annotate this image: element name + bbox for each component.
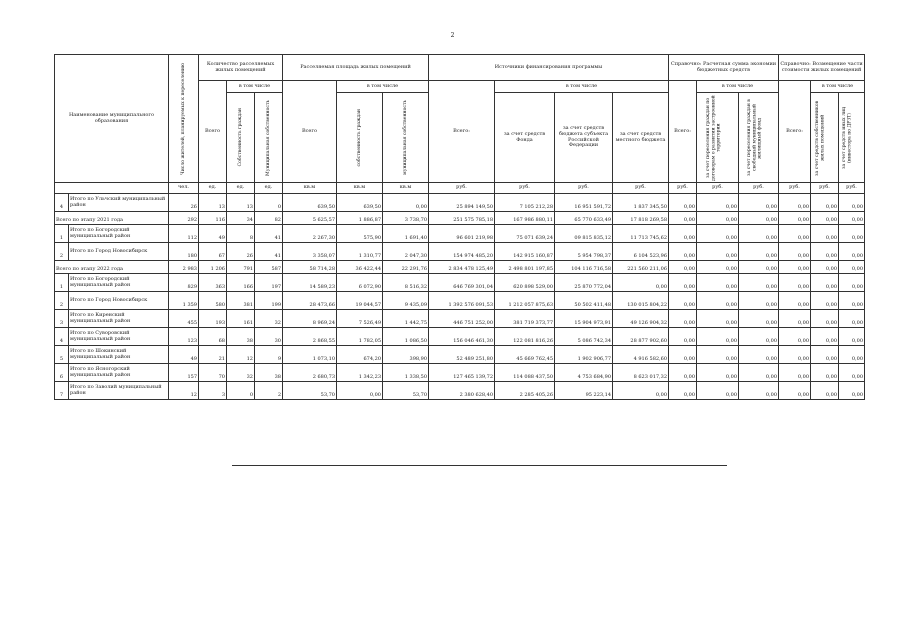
row-value: 0,00 <box>779 261 811 274</box>
row-value: 8 969,24 <box>283 310 337 328</box>
row-value: 2 834 478 125,49 <box>429 261 495 274</box>
unit-cell: руб. <box>613 183 669 194</box>
row-value: 41 <box>255 225 283 243</box>
row-name: Итого по Ульчский муниципальный район <box>69 194 169 212</box>
row-value: 1 073,10 <box>283 346 337 364</box>
row-value: 180 <box>169 243 199 261</box>
row-value: 0,00 <box>383 194 429 212</box>
row-value: 2 267,30 <box>283 225 337 243</box>
row-value: 0,00 <box>779 243 811 261</box>
row-value: 639,50 <box>283 194 337 212</box>
row-name: Итого по Город Новосибирск <box>69 243 169 261</box>
row-value: 116 <box>199 212 227 225</box>
row-value: 112 <box>169 225 199 243</box>
row-value: 0,00 <box>669 310 697 328</box>
header-private: Собственность граждан <box>227 93 255 183</box>
row-value: 0,00 <box>839 382 865 400</box>
row-value: 7 105 212,28 <box>495 194 555 212</box>
row-index: 6 <box>55 364 69 382</box>
row-value: 0,00 <box>739 194 779 212</box>
row-value: 0,00 <box>779 292 811 310</box>
header-ref2-group: Справочно: Возмещение части стоимости жилых помещений <box>779 55 865 81</box>
row-value: 1 086,50 <box>383 328 429 346</box>
header-econ1: за счет переселения граждан по договорам о развитии застроенной территории <box>697 93 739 183</box>
row-value: 0,00 <box>839 364 865 382</box>
row-value: 32 <box>255 310 283 328</box>
row-value: 5 086 742,34 <box>555 328 613 346</box>
row-value: 67 <box>199 243 227 261</box>
row-value: 1 206 <box>199 261 227 274</box>
row-value: 221 560 211,06 <box>613 261 669 274</box>
header-municipal: Муниципальная собственность <box>255 93 283 183</box>
row-value: 53,70 <box>383 382 429 400</box>
row-value: 22 291,76 <box>383 261 429 274</box>
row-value: 580 <box>199 292 227 310</box>
row-index: 5 <box>55 346 69 364</box>
unit-cell: руб. <box>811 183 839 194</box>
row-value: 2 680,73 <box>283 364 337 382</box>
row-name: Итого по Шокинский муниципальный район <box>69 346 169 364</box>
row-value: 7 526,49 <box>337 310 383 328</box>
row-value: 5 625,57 <box>283 212 337 225</box>
row-value: 11 713 745,62 <box>613 225 669 243</box>
row-value: 0,00 <box>739 225 779 243</box>
row-value: 193 <box>199 310 227 328</box>
row-value: 19 044,57 <box>337 292 383 310</box>
row-value: 17 818 269,58 <box>613 212 669 225</box>
unit-cell: руб. <box>779 183 811 194</box>
row-value: 251 575 785,18 <box>429 212 495 225</box>
row-value: 9 <box>255 346 283 364</box>
unit-cell: ед. <box>227 183 255 194</box>
row-value: 829 <box>169 274 199 292</box>
row-value: 0,00 <box>839 310 865 328</box>
row-value: 95 223,14 <box>555 382 613 400</box>
header-funding-group: Источники финансирования программы <box>429 55 669 81</box>
unit-cell: ед. <box>199 183 227 194</box>
header-ref1-total: Всего: <box>669 81 697 183</box>
row-value: 2 285 405,26 <box>495 382 555 400</box>
row-value: 1 338,50 <box>383 364 429 382</box>
row-value: 1 442,75 <box>383 310 429 328</box>
header-count-group: Количество расселяемых жилых помещений <box>199 55 283 81</box>
header-repay2: за счет средств иных лиц (инвестора по ДРЗТ) <box>839 93 865 183</box>
row-value: 0,00 <box>811 243 839 261</box>
row-value: 0,00 <box>669 243 697 261</box>
row-value: 2 <box>255 382 283 400</box>
table-row <box>55 364 865 382</box>
row-value: 58 714,28 <box>283 261 337 274</box>
footer-divider <box>232 465 727 466</box>
row-value: 34 <box>227 212 255 225</box>
row-value: 0,00 <box>669 346 697 364</box>
row-value: 8 516,32 <box>383 274 429 292</box>
unit-cell: кв.м <box>337 183 383 194</box>
row-value: 0,00 <box>739 261 779 274</box>
row-value: 156 046 461,30 <box>429 328 495 346</box>
row-value: 21 <box>199 346 227 364</box>
row-value: 41 <box>255 243 283 261</box>
row-value: 0,00 <box>337 382 383 400</box>
row-value: 127 465 139,72 <box>429 364 495 382</box>
row-value: 114 088 437,50 <box>495 364 555 382</box>
row-value: 0,00 <box>811 194 839 212</box>
row-value: 104 116 716,58 <box>555 261 613 274</box>
row-value: 50 502 411,48 <box>555 292 613 310</box>
row-value: 0,00 <box>779 310 811 328</box>
row-value: 0,00 <box>739 364 779 382</box>
row-name: Итого по Ясногорский муниципальный район <box>69 364 169 382</box>
row-index: 4 <box>55 194 69 212</box>
row-value: 0,00 <box>669 194 697 212</box>
row-value: 3 358,07 <box>283 243 337 261</box>
row-value: 30 <box>255 328 283 346</box>
row-value: 26 <box>169 194 199 212</box>
table-row <box>55 382 865 400</box>
row-value: 0,00 <box>779 382 811 400</box>
row-value: 0,00 <box>839 346 865 364</box>
row-value: 157 <box>169 364 199 382</box>
row-value: 45 669 762,45 <box>495 346 555 364</box>
table-row <box>55 243 865 261</box>
row-value: 13 <box>199 194 227 212</box>
row-value: 0,00 <box>811 346 839 364</box>
row-value: 0,00 <box>669 328 697 346</box>
total-row <box>55 261 865 274</box>
unit-cell: руб. <box>555 183 613 194</box>
row-value: 65 770 633,49 <box>555 212 613 225</box>
row-value: 28 877 902,60 <box>613 328 669 346</box>
row-value: 0,00 <box>779 328 811 346</box>
row-value: 1 392 576 091,53 <box>429 292 495 310</box>
row-name: Итого по Богородский муниципальный район <box>69 225 169 243</box>
row-value: 791 <box>227 261 255 274</box>
row-name: Всего по этапу 2021 года <box>55 212 169 225</box>
header-local: за счет средств местного бюджета <box>613 93 669 183</box>
row-value: 12 <box>169 382 199 400</box>
row-value: 0,00 <box>739 274 779 292</box>
row-value: 0,00 <box>839 212 865 225</box>
row-value: 1 359 <box>169 292 199 310</box>
table-row <box>55 328 865 346</box>
row-value: 70 <box>199 364 227 382</box>
unit-cell: руб. <box>739 183 779 194</box>
row-value: 0,00 <box>779 225 811 243</box>
row-value: 1 782,05 <box>337 328 383 346</box>
header-area-incl: в том числе <box>337 81 429 93</box>
row-value: 123 <box>169 328 199 346</box>
row-value: 96 601 219,98 <box>429 225 495 243</box>
row-value: 0,00 <box>811 364 839 382</box>
row-value: 142 915 160,87 <box>495 243 555 261</box>
total-row <box>55 212 865 225</box>
row-value: 53,70 <box>283 382 337 400</box>
row-value: 0,00 <box>669 225 697 243</box>
row-value: 0,00 <box>697 194 739 212</box>
row-value: 0,00 <box>779 274 811 292</box>
row-value: 0,00 <box>811 274 839 292</box>
row-value: 0,00 <box>669 382 697 400</box>
row-value: 1 342,23 <box>337 364 383 382</box>
header-fund: за счет средств Фонда <box>495 93 555 183</box>
row-value: 0,00 <box>697 225 739 243</box>
row-value: 0,00 <box>839 292 865 310</box>
row-value: 3 738,70 <box>383 212 429 225</box>
row-value: 0,00 <box>811 292 839 310</box>
row-value: 199 <box>255 292 283 310</box>
row-value: 16 951 591,72 <box>555 194 613 212</box>
row-value: 0,00 <box>839 261 865 274</box>
unit-cell: кв.м <box>283 183 337 194</box>
header-municipal-area: муниципальная собственность <box>383 93 429 183</box>
row-value: 620 898 529,00 <box>495 274 555 292</box>
row-value: 36 422,44 <box>337 261 383 274</box>
row-value: 28 473,66 <box>283 292 337 310</box>
header-area-total: Всего <box>283 81 337 183</box>
row-value: 09 815 835,12 <box>555 225 613 243</box>
row-name: Итого по Богородский муниципальный район <box>69 274 169 292</box>
row-value: 26 <box>227 243 255 261</box>
row-value: 0,00 <box>697 310 739 328</box>
row-value: 25 894 149,50 <box>429 194 495 212</box>
row-value: 674,20 <box>337 346 383 364</box>
row-value: 4 753 684,90 <box>555 364 613 382</box>
row-value: 0,00 <box>779 212 811 225</box>
row-name: Итого по Город Новосибирск <box>69 292 169 310</box>
row-value: 0,00 <box>669 261 697 274</box>
row-index: 2 <box>55 292 69 310</box>
row-value: 0,00 <box>779 346 811 364</box>
row-value: 0,00 <box>839 274 865 292</box>
row-value: 0,00 <box>613 382 669 400</box>
row-value: 52 489 251,80 <box>429 346 495 364</box>
row-index: 7 <box>55 382 69 400</box>
row-value: 3 <box>199 382 227 400</box>
row-value: 0,00 <box>697 364 739 382</box>
row-value: 6 072,90 <box>337 274 383 292</box>
row-value: 0,00 <box>697 243 739 261</box>
row-value: 0,00 <box>697 328 739 346</box>
row-value: 0,00 <box>669 292 697 310</box>
row-value: 2 047,30 <box>383 243 429 261</box>
unit-cell: руб. <box>429 183 495 194</box>
row-name: Итого по Заволий муниципальный район <box>69 382 169 400</box>
row-value: 2 498 801 197,85 <box>495 261 555 274</box>
header-ref1-group: Справочно: Расчетная сумма экономии бюджетных средств <box>669 55 779 81</box>
header-funding-total: Всего: <box>429 81 495 183</box>
row-value: 38 <box>255 364 283 382</box>
row-value: 1 886,87 <box>337 212 383 225</box>
row-value: 646 769 301,04 <box>429 274 495 292</box>
row-value: 0,00 <box>669 212 697 225</box>
row-value: 9 435,09 <box>383 292 429 310</box>
units-blank <box>55 183 169 194</box>
unit-cell: ед. <box>255 183 283 194</box>
row-value: 8 <box>227 225 255 243</box>
header-count-total: Всего <box>199 81 227 183</box>
row-value: 0 <box>227 382 255 400</box>
row-name: Всего по этапу 2022 года <box>55 261 169 274</box>
row-value: 8 623 017,32 <box>613 364 669 382</box>
row-value: 0,00 <box>739 212 779 225</box>
row-value: 6 104 523,96 <box>613 243 669 261</box>
row-value: 122 081 816,26 <box>495 328 555 346</box>
row-value: 0,00 <box>697 212 739 225</box>
row-value: 4 916 582,60 <box>613 346 669 364</box>
row-index: 3 <box>55 310 69 328</box>
header-count-incl: в том числе <box>227 81 283 93</box>
row-value: 0,00 <box>811 310 839 328</box>
row-index: 2 <box>55 243 69 261</box>
row-value: 1 837 345,50 <box>613 194 669 212</box>
row-value: 2 868,55 <box>283 328 337 346</box>
row-value: 0,00 <box>811 225 839 243</box>
row-value: 0,00 <box>613 274 669 292</box>
page-number: 2 <box>450 32 455 39</box>
row-value: 0,00 <box>739 292 779 310</box>
row-value: 0,00 <box>739 310 779 328</box>
unit-cell: руб. <box>495 183 555 194</box>
row-value: 75 071 639,24 <box>495 225 555 243</box>
row-value: 363 <box>199 274 227 292</box>
row-value: 25 870 772,04 <box>555 274 613 292</box>
row-value: 0,00 <box>739 382 779 400</box>
row-value: 0,00 <box>669 364 697 382</box>
row-value: 12 <box>227 346 255 364</box>
row-value: 161 <box>227 310 255 328</box>
row-value: 0,00 <box>839 243 865 261</box>
row-value: 0 <box>255 194 283 212</box>
resettlement-table <box>54 54 865 400</box>
row-name: Итого по Суворовский муниципальный район <box>69 328 169 346</box>
row-index: 1 <box>55 274 69 292</box>
row-index: 1 <box>55 225 69 243</box>
row-value: 32 <box>227 364 255 382</box>
header-funding-incl: в том числе <box>495 81 669 93</box>
row-name: Итого по Киренский муниципальный район <box>69 310 169 328</box>
row-value: 68 <box>199 328 227 346</box>
row-value: 1 212 057 875,63 <box>495 292 555 310</box>
row-value: 130 015 804,22 <box>613 292 669 310</box>
row-value: 0,00 <box>697 382 739 400</box>
row-value: 0,00 <box>839 194 865 212</box>
row-value: 14 589,23 <box>283 274 337 292</box>
table-row <box>55 346 865 364</box>
header-econ2: за счет переселения граждан в свободный муниципальный жилищный фонд <box>739 93 779 183</box>
row-value: 167 986 880,11 <box>495 212 555 225</box>
row-value: 0,00 <box>811 212 839 225</box>
row-value: 398,90 <box>383 346 429 364</box>
table-row <box>55 292 865 310</box>
row-value: 575,90 <box>337 225 383 243</box>
row-value: 0,00 <box>811 261 839 274</box>
row-value: 0,00 <box>669 274 697 292</box>
row-value: 0,00 <box>739 328 779 346</box>
row-value: 292 <box>169 212 199 225</box>
row-value: 5 954 798,37 <box>555 243 613 261</box>
row-value: 0,00 <box>697 261 739 274</box>
row-value: 381 <box>227 292 255 310</box>
unit-cell: руб. <box>697 183 739 194</box>
row-value: 49 126 904,32 <box>613 310 669 328</box>
row-value: 455 <box>169 310 199 328</box>
row-value: 82 <box>255 212 283 225</box>
header-ref2-incl: в том числе <box>811 81 865 93</box>
row-value: 166 <box>227 274 255 292</box>
table-row <box>55 194 865 212</box>
row-value: 197 <box>255 274 283 292</box>
header-private-area: собственность граждан <box>337 93 383 183</box>
header-residents: Число жителей, планируемых к переселению <box>169 55 199 183</box>
row-value: 0,00 <box>839 328 865 346</box>
row-value: 381 719 373,77 <box>495 310 555 328</box>
row-value: 1 310,77 <box>337 243 383 261</box>
row-value: 15 904 973,91 <box>555 310 613 328</box>
row-value: 587 <box>255 261 283 274</box>
header-ref1-incl: в том числе <box>697 81 779 93</box>
header-subject: за счет средств бюджета субъекта Российской Федерации <box>555 93 613 183</box>
table-row <box>55 274 865 292</box>
header-name: Наименование муниципального образования <box>55 55 169 183</box>
row-value: 13 <box>227 194 255 212</box>
row-value: 0,00 <box>811 382 839 400</box>
table-row <box>55 225 865 243</box>
row-value: 0,00 <box>779 364 811 382</box>
table-row <box>55 310 865 328</box>
header-area-group: Расселяемая площадь жилых помещений <box>283 55 429 81</box>
row-value: 0,00 <box>779 194 811 212</box>
header-repay1: за счет средств собственников жилых помещений <box>811 93 839 183</box>
row-value: 2 380 628,40 <box>429 382 495 400</box>
row-value: 154 974 485,20 <box>429 243 495 261</box>
unit-cell: чел. <box>169 183 199 194</box>
unit-cell: руб. <box>839 183 865 194</box>
row-value: 0,00 <box>697 274 739 292</box>
row-value: 0,00 <box>839 225 865 243</box>
row-value: 1 902 906,77 <box>555 346 613 364</box>
row-value: 0,00 <box>811 328 839 346</box>
unit-cell: кв.м <box>383 183 429 194</box>
row-value: 49 <box>199 225 227 243</box>
row-value: 446 751 252,00 <box>429 310 495 328</box>
units-row <box>55 183 865 194</box>
row-value: 49 <box>169 346 199 364</box>
row-index: 4 <box>55 328 69 346</box>
row-value: 0,00 <box>739 243 779 261</box>
row-value: 2 983 <box>169 261 199 274</box>
row-value: 38 <box>227 328 255 346</box>
row-value: 1 691,40 <box>383 225 429 243</box>
row-value: 0,00 <box>697 292 739 310</box>
header-ref2-total: Всего: <box>779 81 811 183</box>
row-value: 639,50 <box>337 194 383 212</box>
row-value: 0,00 <box>739 346 779 364</box>
row-value: 0,00 <box>697 346 739 364</box>
unit-cell: руб. <box>669 183 697 194</box>
